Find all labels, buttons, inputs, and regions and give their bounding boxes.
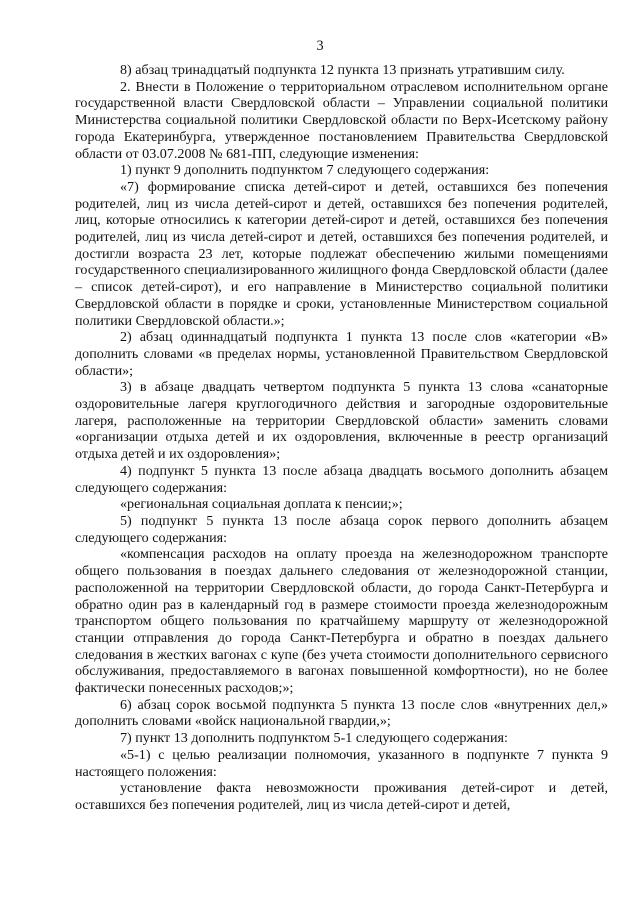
- paragraph: «региональная социальная доплата к пенсии;»;: [120, 496, 403, 513]
- paragraph: 2. Внести в Положение о территориальном отраслевом исполнительном органе государственной власти Свердловской области – Управлении социальной политики Министерства социальной политики Свердловской области по Верх-Исетскому району города Екатеринбурга, утвержденное постановлением Правительства Свердловской области от 03.07.2008 № 681-ПП, следующие изменения:: [75, 78, 608, 162]
- paragraph: 1) пункт 9 дополнить подпунктом 7 следующего содержания:: [120, 162, 490, 179]
- paragraph: «компенсация расходов на оплату проезда на железнодорожном транспорте общего пользования в поездах дальнего следования от железнодорожной станции, расположенной на территории Свердловской области, до города Санкт-Петербурга и обратно один раз в календарный год в размере стоимости проезда железнодорожным транспортом общего пользования по кратчайшему маршруту от железнодорожной станции отправления до города Санкт-Петербурга и обратно в поездах дальнего следования в жестких вагонах с купе (без учета стоимости дополнительного сервисного обслуживания, предоставляемого в вагонах повышенной комфортности), но не более фактически понесенных расходов;»;: [75, 546, 608, 697]
- paragraph: 7) пункт 13 дополнить подпунктом 5-1 следующего содержания:: [120, 730, 508, 747]
- paragraph: установление факта невозможности проживания детей-сирот и детей, оставшихся без попечения родителей, лиц из числа детей-сирот и детей,: [75, 780, 608, 813]
- paragraph: 4) подпункт 5 пункта 13 после абзаца двадцать восьмого дополнить абзацем следующего содержания:: [75, 462, 608, 496]
- document-body: [75, 62, 608, 814]
- paragraph: 3) в абзаце двадцать четвертом подпункта 5 пункта 13 слова «санаторные оздоровительные лагеря круглогодичного действия и загородные оздоровительные лагеря, расположенные на территории Свердловской области» заменить словами «организации отдыха детей и их оздоровления, включенные в реестр организаций отдыха детей и их оздоровления»;: [75, 379, 608, 463]
- paragraph: 2) абзац одиннадцатый подпункта 1 пункта 13 после слов «категории «В» дополнить словами «в пределах нормы, установленной Правительством Свердловской области»;: [75, 329, 608, 379]
- page-number: 3: [316, 38, 324, 54]
- paragraph: 5) подпункт 5 пункта 13 после абзаца сорок первого дополнить абзацем следующего содержания:: [75, 512, 608, 546]
- paragraph: «5-1) с целью реализации полномочия, указанного в подпункте 7 пункта 9 настоящего положения:: [75, 746, 608, 780]
- paragraph: 8) абзац тринадцатый подпункта 12 пункта 13 признать утратившим силу.: [120, 62, 565, 78]
- paragraph: «7) формирование списка детей-сирот и детей, оставшихся без попечения родителей, лиц из числа детей-сирот и детей, оставшихся без попечения родителей, лиц, которые относились к категории детей-сирот и детей, оставшихся без попечения родителей, лиц из числа детей-сирот и детей, оставшихся без попечения родителей, и достигли возраста 23 лет, которые подлежат обеспечению жилыми помещениями государственного специализированного жилищного фонда Свердловской области (далее – список детей-сирот), и его направление в Министерство социальной политики Свердловской области в порядке и сроки, установленные Министерством социальной политики Свердловской области.»;: [75, 178, 608, 329]
- paragraph: 6) абзац сорок восьмой подпункта 5 пункта 13 после слов «внутренних дел,» дополнить словами «войск национальной гвардии,»;: [75, 696, 608, 730]
